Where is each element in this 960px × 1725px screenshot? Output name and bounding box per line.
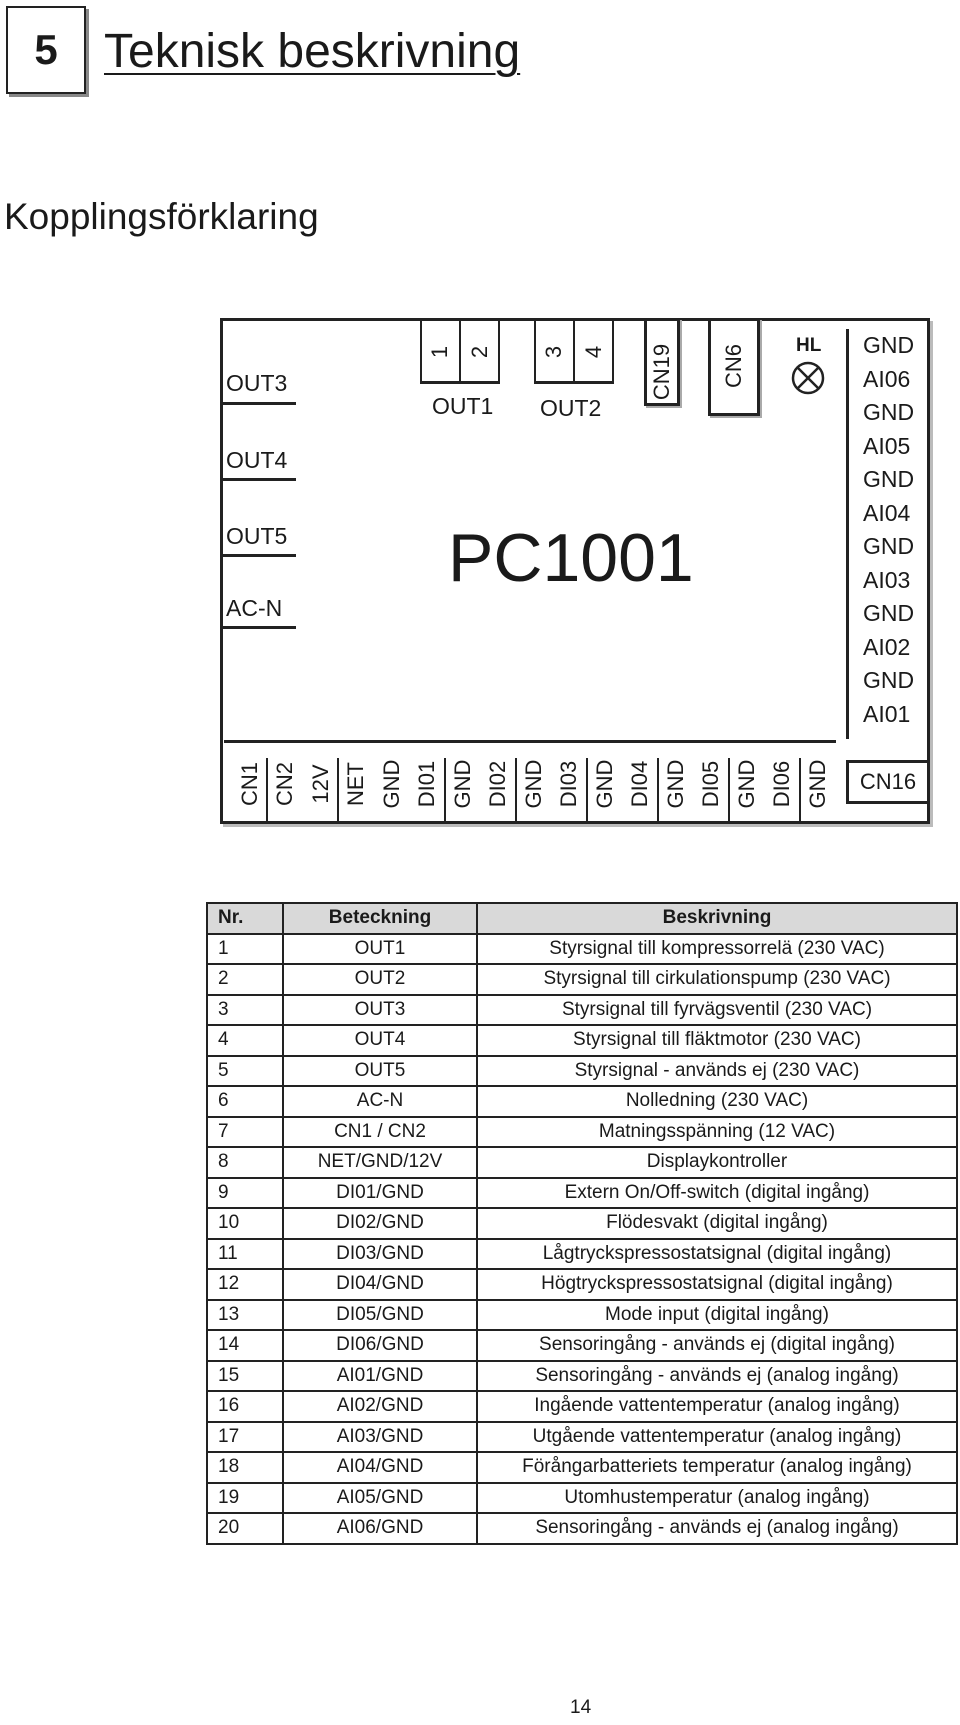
cell-beteckning: DI04/GND — [283, 1269, 477, 1300]
out1-label: OUT1 — [432, 393, 494, 419]
bottom-terminal-label: GND — [805, 759, 830, 809]
right-terminal-label: GND — [863, 332, 915, 358]
bottom-terminal-label: CN2 — [272, 761, 297, 807]
table-row — [207, 1239, 957, 1270]
bottom-terminal-label: DI02 — [485, 760, 510, 808]
cell-nr: 10 — [207, 1208, 283, 1239]
right-terminal-label: AI02 — [863, 633, 911, 660]
cell-nr: 18 — [207, 1452, 283, 1483]
cell-beteckning: DI02/GND — [283, 1208, 477, 1239]
cell-beteckning: AC-N — [283, 1086, 477, 1117]
left-divider — [222, 402, 296, 405]
cell-beskrivning: Lågtryckspressostatsignal (digital ingång) — [477, 1239, 957, 1270]
cell-beskrivning: Styrsignal - används ej (230 VAC) — [477, 1056, 957, 1087]
left-label-acn: AC-N — [226, 595, 283, 621]
bottom-terminal-label: DI01 — [414, 760, 439, 808]
cell-beteckning: CN1 / CN2 — [283, 1117, 477, 1148]
pin-divider — [573, 318, 575, 384]
table-row — [207, 1361, 957, 1392]
cell-beskrivning: Sensoringång - används ej (digital ingång) — [477, 1330, 957, 1361]
bottom-separators — [232, 744, 836, 824]
cell-nr: 16 — [207, 1391, 283, 1422]
analog-input-column — [846, 329, 930, 739]
cell-nr: 19 — [207, 1483, 283, 1514]
cell-beteckning: OUT5 — [283, 1056, 477, 1087]
left-label-out4: OUT4 — [226, 447, 288, 473]
out1-pin-1: 1 — [427, 345, 452, 359]
cell-beskrivning: Styrsignal till cirkulationspump (230 VAC) — [477, 964, 957, 995]
table-row — [207, 1330, 957, 1361]
cell-beteckning: DI06/GND — [283, 1330, 477, 1361]
header-beskrivning: Beskrivning — [477, 903, 957, 934]
table-header-row — [207, 903, 957, 934]
bottom-terminal-label: 12V — [308, 764, 333, 804]
bottom-terminal-label: DI05 — [698, 760, 723, 808]
cell-beskrivning: Utgående vattentemperatur (analog ingång) — [477, 1422, 957, 1453]
cell-beteckning: AI02/GND — [283, 1391, 477, 1422]
cn19-label: CN19 — [649, 343, 674, 401]
bottom-terminal-label: GND — [379, 759, 404, 809]
out2-pin-4: 4 — [581, 345, 606, 359]
cell-nr: 2 — [207, 964, 283, 995]
bottom-terminal-label: DI04 — [627, 760, 652, 808]
table-row — [207, 1300, 957, 1331]
cell-nr: 9 — [207, 1178, 283, 1209]
cell-beskrivning: Styrsignal till kompressorrelä (230 VAC) — [477, 934, 957, 965]
table-row — [207, 1025, 957, 1056]
out2-label: OUT2 — [540, 395, 602, 421]
right-terminal-label: GND — [863, 466, 915, 492]
cell-nr: 8 — [207, 1147, 283, 1178]
cell-beskrivning: Sensoringång - används ej (analog ingång) — [477, 1361, 957, 1392]
table-row — [207, 995, 957, 1026]
header-beteckning: Beteckning — [283, 903, 477, 934]
cell-nr: 15 — [207, 1361, 283, 1392]
cell-beteckning: OUT3 — [283, 995, 477, 1026]
table-row — [207, 1208, 957, 1239]
cell-beskrivning: Flödesvakt (digital ingång) — [477, 1208, 957, 1239]
table-row — [207, 1117, 957, 1148]
cell-nr: 12 — [207, 1269, 283, 1300]
subtitle: Kopplingsförklaring — [4, 196, 319, 237]
cell-nr: 17 — [207, 1422, 283, 1453]
cell-beskrivning: Nolledning (230 VAC) — [477, 1086, 957, 1117]
bottom-terminal-label: GND — [663, 759, 688, 809]
cn6-label: CN6 — [721, 343, 746, 389]
bottom-terminal-label: DI03 — [556, 760, 581, 808]
left-label-out3: OUT3 — [226, 370, 288, 396]
right-terminal-label: GND — [863, 600, 915, 626]
right-terminal-label: AI01 — [863, 700, 911, 727]
table-row — [207, 1269, 957, 1300]
cell-beteckning: AI01/GND — [283, 1361, 477, 1392]
bottom-terminal-label: GND — [592, 759, 617, 809]
board-name: PC1001 — [448, 520, 694, 596]
bottom-terminal-label: CN1 — [237, 761, 262, 807]
cell-beteckning: OUT2 — [283, 964, 477, 995]
cell-beskrivning: Styrsignal till fyrvägsventil (230 VAC) — [477, 995, 957, 1026]
right-terminal-label: AI06 — [863, 365, 911, 392]
left-divider — [222, 554, 296, 557]
right-terminal-label: AI04 — [863, 499, 911, 526]
table-row — [207, 1056, 957, 1087]
cell-nr: 4 — [207, 1025, 283, 1056]
pin-divider — [459, 318, 461, 384]
cell-nr: 3 — [207, 995, 283, 1026]
left-divider — [222, 478, 296, 481]
cell-beskrivning: Högtryckspressostatsignal (digital ingång) — [477, 1269, 957, 1300]
table-row — [207, 1178, 957, 1209]
table-row — [207, 964, 957, 995]
bottom-terminal-label: GND — [734, 759, 759, 809]
cell-nr: 20 — [207, 1513, 283, 1544]
cell-beteckning: AI03/GND — [283, 1422, 477, 1453]
section-title: Teknisk beskrivning — [104, 25, 521, 78]
section-number: 5 — [34, 26, 58, 73]
cell-beskrivning: Sensoringång - används ej (analog ingång) — [477, 1513, 957, 1544]
cell-beskrivning: Ingående vattentemperatur (analog ingång) — [477, 1391, 957, 1422]
cell-nr: 5 — [207, 1056, 283, 1087]
hl-label: HL — [796, 335, 822, 356]
right-terminal-label: GND — [863, 533, 915, 559]
cell-beskrivning: Förångarbatteriets temperatur (analog ingång) — [477, 1452, 957, 1483]
table-row — [207, 1147, 957, 1178]
cell-beteckning: AI06/GND — [283, 1513, 477, 1544]
indicator-lamp-icon — [790, 360, 826, 396]
cell-beteckning: OUT4 — [283, 1025, 477, 1056]
right-terminal-label: AI03 — [863, 566, 911, 593]
bottom-terminal-label: GND — [450, 759, 475, 809]
cell-nr: 11 — [207, 1239, 283, 1270]
bottom-terminal-label: DI06 — [769, 760, 794, 808]
cell-beskrivning: Extern On/Off-switch (digital ingång) — [477, 1178, 957, 1209]
cell-nr: 6 — [207, 1086, 283, 1117]
cell-nr: 1 — [207, 934, 283, 965]
cell-beskrivning: Mode input (digital ingång) — [477, 1300, 957, 1331]
cell-nr: 7 — [207, 1117, 283, 1148]
right-terminal-label: GND — [863, 399, 915, 425]
cell-nr: 13 — [207, 1300, 283, 1331]
cn16-connector: CN16 — [846, 760, 930, 804]
right-terminal-label: AI05 — [863, 432, 911, 459]
table-row — [207, 1391, 957, 1422]
cell-beteckning: OUT1 — [283, 934, 477, 965]
bottom-terminal-label: GND — [521, 759, 546, 809]
section-number-box — [6, 6, 86, 94]
cell-beteckning: AI05/GND — [283, 1483, 477, 1514]
cell-beteckning: AI04/GND — [283, 1452, 477, 1483]
out2-pin-3: 3 — [541, 345, 566, 359]
cell-beskrivning: Matningsspänning (12 VAC) — [477, 1117, 957, 1148]
cell-beteckning: DI01/GND — [283, 1178, 477, 1209]
left-label-out5: OUT5 — [226, 523, 288, 549]
page-number: 14 — [570, 1697, 592, 1718]
cell-beskrivning: Styrsignal till fläktmotor (230 VAC) — [477, 1025, 957, 1056]
cell-nr: 14 — [207, 1330, 283, 1361]
right-terminal-label: GND — [863, 667, 915, 693]
table-row — [207, 1086, 957, 1117]
table-row — [207, 1513, 957, 1544]
table-row — [207, 1422, 957, 1453]
connection-table — [206, 902, 958, 1545]
left-divider — [222, 626, 296, 629]
table-row — [207, 1483, 957, 1514]
table-row — [207, 1452, 957, 1483]
cell-beteckning: NET/GND/12V — [283, 1147, 477, 1178]
cell-beteckning: DI03/GND — [283, 1239, 477, 1270]
table-row — [207, 934, 957, 965]
out1-pin-2: 2 — [467, 345, 492, 359]
cell-beskrivning: Displaykontroller — [477, 1147, 957, 1178]
header-nr: Nr. — [207, 903, 283, 934]
bottom-terminal-label: NET — [343, 762, 368, 806]
cell-beteckning: DI05/GND — [283, 1300, 477, 1331]
cell-beskrivning: Utomhustemperatur (analog ingång) — [477, 1483, 957, 1514]
